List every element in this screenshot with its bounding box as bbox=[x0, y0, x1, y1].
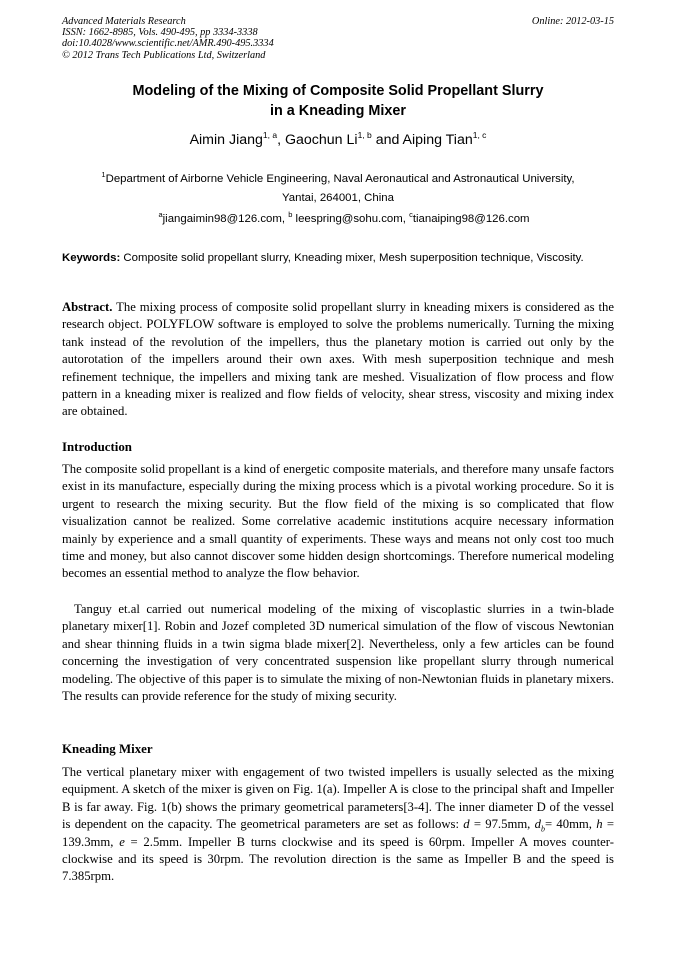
email-link[interactable]: tianaiping98@126.com bbox=[412, 213, 530, 225]
keywords-text: Composite solid propellant slurry, Kneading mixer, Mesh superposition technique, Viscosity. bbox=[120, 252, 584, 264]
author-affil-mark: 1, c bbox=[472, 130, 487, 140]
email-separator: , bbox=[402, 213, 410, 225]
affiliation bbox=[62, 170, 614, 207]
author-name: Aimin Jiang bbox=[189, 132, 263, 148]
email-mark: a bbox=[158, 210, 163, 219]
author-list bbox=[62, 131, 614, 149]
email-link[interactable]: jiangaimin98@126.com bbox=[162, 213, 282, 225]
email-mark: c bbox=[409, 210, 413, 219]
paragraph-text: The vertical planetary mixer with engagement of two twisted impellers is usually selected as the mixing equipment. A sketch of the mixer is given on Fig. 1(a). Impeller A is close to the principal shaft and Impeller B is far away. Fig. 1(b) shows the primary geometrical parameters[3-4]. The inner diameter D of the vessel is dependent on the capacity. The geometrical parameters are set as follows: bbox=[62, 765, 614, 832]
email-mark: b bbox=[288, 210, 293, 219]
paragraph-text: Impeller B turns clockwise and its speed is 60rpm. Impeller A moves counter-clockwise and its speed is 30rpm. The revolution direction is the same as Impeller B and the speed is 7.385rpm. bbox=[62, 834, 614, 884]
journal-header bbox=[62, 16, 274, 61]
abstract bbox=[62, 299, 614, 421]
affiliation-line-1: Department of Airborne Vehicle Engineering, Naval Aeronautical and Astronautical University, bbox=[105, 173, 575, 185]
paper-title bbox=[62, 82, 614, 121]
keywords-label: Keywords: bbox=[62, 252, 121, 264]
section-heading-introduction: Introduction bbox=[62, 440, 132, 454]
value-e: = 2.5mm. bbox=[124, 834, 188, 849]
author-name: Gaochun Li bbox=[284, 132, 358, 148]
introduction-paragraph-1: The composite solid propellant is a kind of energetic composite materials, and therefore many unsafe factors exist in its manufacture, especially during the mixing process which is a pivotal working procedure. So it is urgent to research the mixing security. But the flow field of the mixing is so complicated that flow visualization cannot be realized. Some correlative academic institutions acquire necessary information mainly by experience and a small quantity of experiments. These ways and means not only cost too much time and money, but also cannot discover some hidden design shortcomings. Therefore numerical modeling becomes an essential method to analyze the flow behavior. bbox=[62, 462, 614, 581]
issn-line: ISSN: 1662-8985, Vols. 490-495, pp 3334-3338 bbox=[62, 27, 258, 39]
copyright-line: © 2012 Trans Tech Publications Ltd, Switzerland bbox=[62, 49, 266, 61]
email-link[interactable]: leespring@sohu.com bbox=[292, 213, 403, 225]
introduction-paragraph-2: Tanguy et.al carried out numerical modeling of the mixing of viscoplastic slurries in a twin-blade planetary mixer[1]. Robin and Jozef completed 3D numerical simulation of the flow of viscous Newtonian and shear thinning fluids in a twin sigma blade mixer[2]. Nevertheless, only a few articles can be found concerning the investigation of very concentrated suspension like propellant slurry through numerical modeling. The objective of this paper is to simulate the mixing of non-Newtonian fluids in planetary mixers. The results can provide reference for the study of mixing security. bbox=[62, 602, 614, 704]
section-heading-kneading-mixer: Kneading Mixer bbox=[62, 742, 153, 756]
affiliation-line-2: Yantai, 264001, China bbox=[282, 191, 394, 204]
variable-e: e bbox=[119, 834, 125, 849]
value-h: = 139.3mm, bbox=[62, 817, 614, 849]
title-line-2: in a Kneading Mixer bbox=[270, 102, 406, 119]
author-name: Aiping Tian bbox=[402, 132, 473, 148]
variable-db-subscript: b bbox=[540, 824, 545, 834]
journal-name: Advanced Materials Research bbox=[62, 16, 186, 27]
affiliation-mark: 1 bbox=[101, 170, 106, 179]
author-separator: , bbox=[277, 132, 285, 148]
title-line-1: Modeling of the Mixing of Composite Solid Propellant Slurry bbox=[132, 83, 544, 99]
value-d: = 97.5mm, bbox=[469, 817, 535, 832]
variable-h: h bbox=[596, 817, 603, 832]
author-affil-mark: 1, a bbox=[262, 130, 278, 140]
email-list bbox=[62, 211, 614, 227]
author-separator: and bbox=[371, 132, 403, 148]
abstract-text: The mixing process of composite solid propellant slurry in kneading mixers is considered as the research object. POLYFLOW software is employed to solve the problems numerically. Turning the mixing tank instead of the revolution of the impellers, thus the planetary motion is carried out only by the autorotation of the impellers around their own axes. With mesh superposition technique and mesh refinement technique, the impellers and mixing tank are meshed. Visualization of flow process and flow pattern in a kneading mixer is realized and flow fields of velocity, shear stress, viscosity and mixing index are obtained. bbox=[62, 300, 614, 419]
doi-line: doi:10.4028/www.scientific.net/AMR.490-495.3334 bbox=[62, 38, 274, 50]
online-date: Online: 2012-03-15 bbox=[531, 16, 614, 27]
keywords bbox=[62, 250, 614, 267]
kneading-mixer-paragraph bbox=[62, 764, 614, 886]
value-db: = 40mm, bbox=[544, 817, 597, 832]
variable-d: d bbox=[463, 817, 470, 832]
variable-db: d bbox=[534, 817, 541, 832]
email-separator: , bbox=[281, 213, 289, 225]
abstract-label: Abstract. bbox=[62, 300, 113, 314]
author-affil-mark: 1, b bbox=[357, 130, 372, 140]
